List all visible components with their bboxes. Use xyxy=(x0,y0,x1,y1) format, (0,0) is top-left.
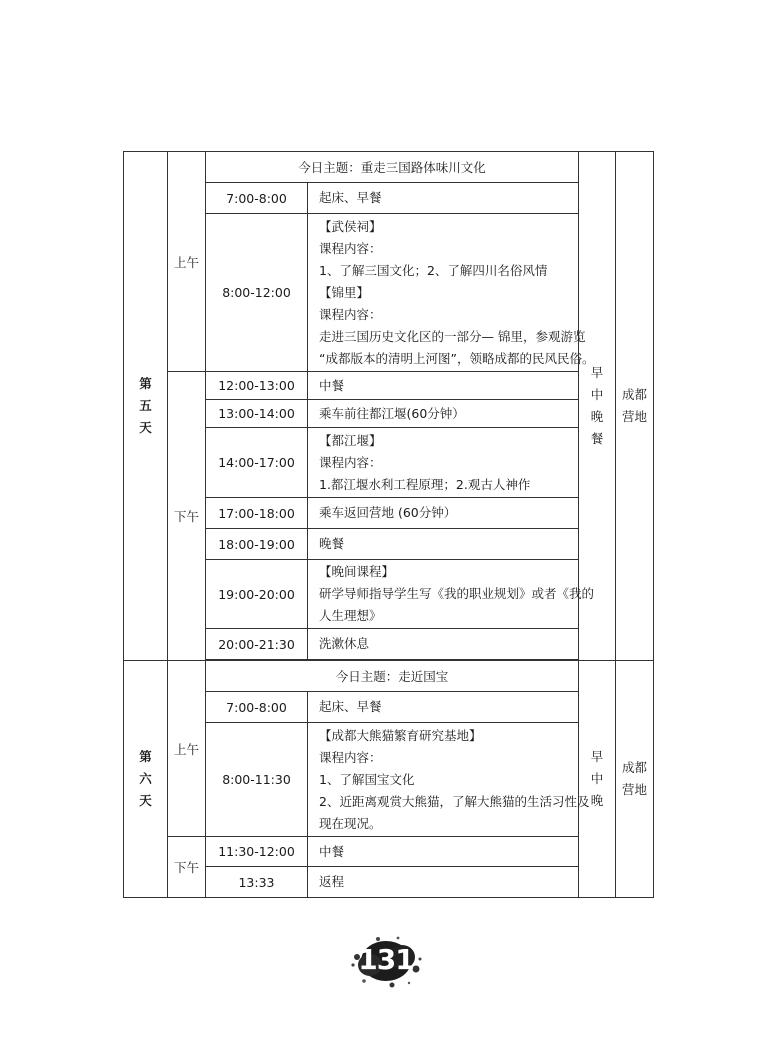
activity-line: 乘车返回营地 (60分钟） xyxy=(319,505,457,520)
activity-line: 研学导师指导学生写《我的职业规划》或者《我的 xyxy=(319,586,595,601)
time-cell: 8:00-12:00 xyxy=(206,214,308,372)
page-number-badge xyxy=(348,935,424,991)
activity-line: 现在现况。 xyxy=(319,815,382,831)
activity-cell xyxy=(308,400,579,428)
activity-cell xyxy=(308,629,579,660)
itinerary-table xyxy=(123,151,654,898)
time-cell: 17:00-18:00 xyxy=(206,498,308,529)
time-cell: 13:00-14:00 xyxy=(206,400,308,428)
activity-line: 【锦里】 xyxy=(319,284,370,300)
time-cell: 7:00-8:00 xyxy=(206,183,308,214)
meal-char: 中 xyxy=(590,387,604,402)
lodging-text: 营地 xyxy=(622,782,648,797)
activity-line: 中餐 xyxy=(319,843,345,859)
activity-line: 【都江堰】 xyxy=(319,432,382,448)
activity-line: 1、了解国宝文化 xyxy=(319,771,415,787)
activity-line: “成都版本的清明上河图”，领略成都的民风民俗。 xyxy=(319,350,595,366)
activity-line: 课程内容： xyxy=(319,240,382,256)
time-cell: 11:30-12:00 xyxy=(206,837,308,867)
meal-char: 早 xyxy=(590,365,604,380)
time-cell: 18:00-19:00 xyxy=(206,529,308,560)
afternoon-label: 下午 xyxy=(168,372,206,661)
day-label-cell xyxy=(124,661,168,898)
page-number: 131 xyxy=(358,943,414,976)
time-cell: 7:00-8:00 xyxy=(206,692,308,723)
table-row xyxy=(124,661,654,692)
activity-cell xyxy=(308,214,595,372)
lodging-cell xyxy=(616,152,654,661)
activity-line: 起床、早餐 xyxy=(319,190,382,205)
day-label-char: 天 xyxy=(139,793,152,808)
activity-line: 【晚间课程】 xyxy=(319,564,395,579)
day-label-char: 六 xyxy=(139,771,152,786)
activity-cell xyxy=(308,837,579,867)
time-cell: 13:33 xyxy=(206,867,308,898)
activity-cell xyxy=(308,529,579,560)
activity-line: 返程 xyxy=(319,874,345,889)
activity-cell xyxy=(308,723,590,837)
table-row xyxy=(124,152,654,183)
afternoon-label: 下午 xyxy=(168,837,206,898)
activity-line: 中餐 xyxy=(319,377,345,393)
time-cell: 19:00-20:00 xyxy=(206,560,308,629)
activity-line: 1、了解三国文化；2、了解四川名俗风情 xyxy=(319,262,548,278)
day-label-char: 第 xyxy=(139,749,152,764)
meal-char: 中 xyxy=(590,771,604,786)
day-label-char: 天 xyxy=(139,420,152,435)
activity-line: 课程内容： xyxy=(319,306,382,322)
lodging-text: 成都 xyxy=(622,760,648,775)
activity-cell xyxy=(308,560,595,629)
activity-line: 【武侯祠】 xyxy=(319,218,382,234)
activity-cell xyxy=(308,428,579,498)
lodging-cell xyxy=(616,661,654,898)
meal-char: 早 xyxy=(590,749,604,764)
lodging-text: 成都 xyxy=(622,387,648,402)
time-cell: 14:00-17:00 xyxy=(206,428,308,498)
activity-line: 2、近距离观赏大熊猫，了解大熊猫的生活习性及 xyxy=(319,793,590,809)
activity-cell xyxy=(308,498,579,529)
activity-line: 走进三国历史文化区的一部分— 锦里，参观游览 xyxy=(319,328,586,344)
time-cell: 12:00-13:00 xyxy=(206,372,308,400)
activity-cell xyxy=(308,372,579,400)
time-cell: 20:00-21:30 xyxy=(206,629,308,660)
activity-line: 人生理想》 xyxy=(319,608,382,623)
activity-cell xyxy=(308,183,579,214)
activity-line: 1.都江堰水利工程原理；2.观古人神作 xyxy=(319,476,531,492)
activity-line: 课程内容： xyxy=(319,454,382,470)
meal-char: 晚 xyxy=(590,793,604,808)
activity-line: 【成都大熊猫繁育研究基地】 xyxy=(319,727,482,743)
activity-cell xyxy=(308,692,579,723)
day-label-cell xyxy=(124,152,168,661)
meals-cell xyxy=(579,152,616,661)
morning-label: 上午 xyxy=(168,661,206,837)
day-label-char: 第 xyxy=(139,376,152,391)
table-row xyxy=(124,372,654,400)
activity-line: 晚餐 xyxy=(319,536,345,551)
activity-line: 起床、早餐 xyxy=(319,699,382,714)
meal-char: 餐 xyxy=(590,431,604,446)
meals-cell xyxy=(579,661,616,898)
day-theme: 今日主题：重走三国路体味川文化 xyxy=(206,152,579,183)
table-row xyxy=(124,837,654,867)
activity-line: 课程内容： xyxy=(319,749,382,765)
time-cell: 8:00-11:30 xyxy=(206,723,308,837)
lodging-text: 营地 xyxy=(622,409,648,424)
activity-cell xyxy=(308,867,579,898)
day-theme: 今日主题：走近国宝 xyxy=(206,661,579,692)
morning-label: 上午 xyxy=(168,152,206,372)
activity-line: 乘车前往都江堰(60分钟） xyxy=(319,405,465,421)
meal-char: 晚 xyxy=(590,409,604,424)
day-label-char: 五 xyxy=(139,398,152,413)
activity-line: 洗漱休息 xyxy=(319,636,370,651)
